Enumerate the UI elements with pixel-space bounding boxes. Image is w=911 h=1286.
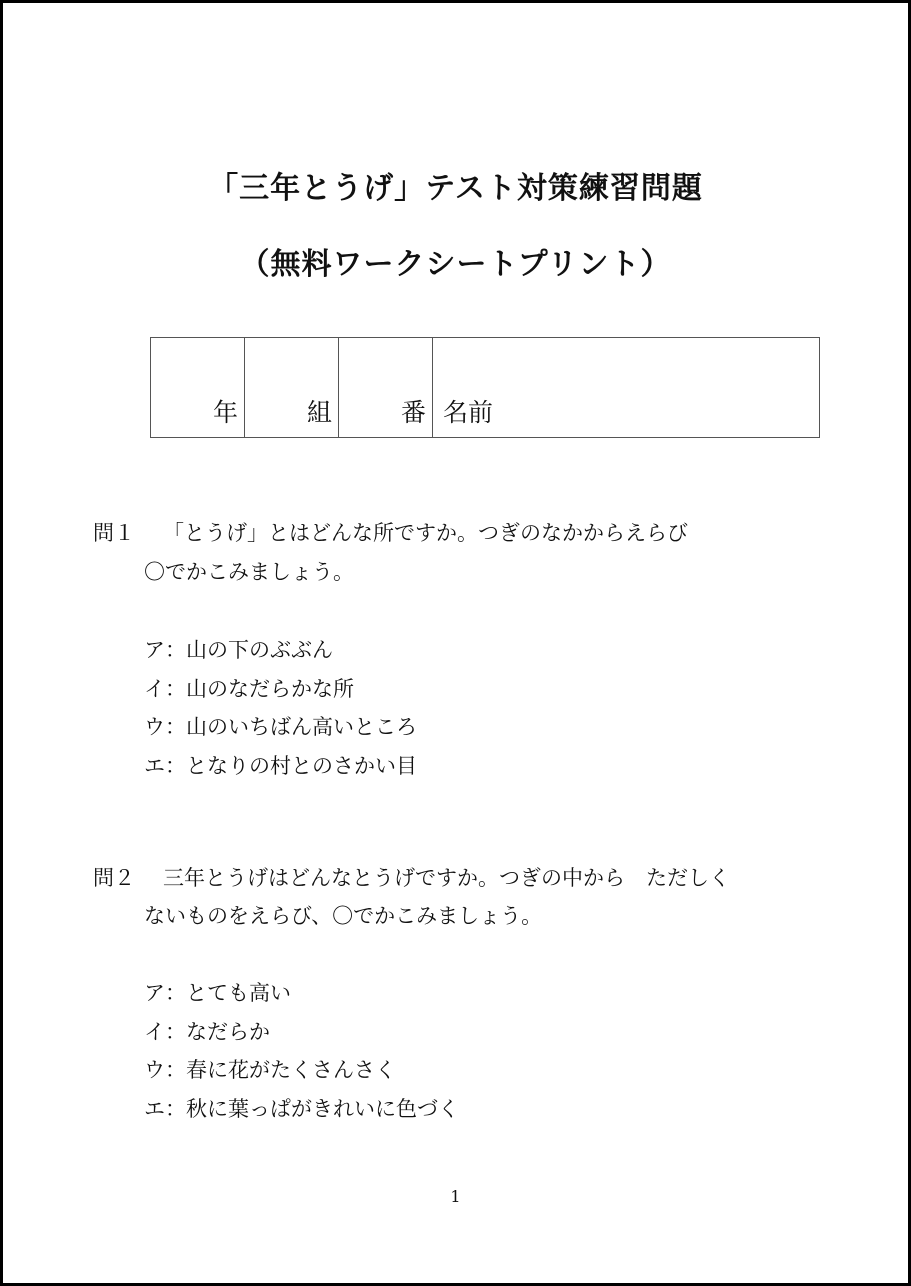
question-2-choice-i[interactable]: イ：なだらか: [144, 1019, 270, 1044]
question-2-choice-a[interactable]: ア：とても高い: [144, 981, 291, 1005]
question-1-text: 「とうげ」とはどんな所ですか。つぎのなかからえらび: [163, 521, 688, 545]
name-label: 名前: [443, 398, 494, 427]
question-2-line-2: ないものをえらび、〇でかこみましょう。: [144, 904, 543, 928]
number-field[interactable]: [339, 338, 433, 438]
question-1-label: 問１: [93, 521, 135, 545]
class-label: 組: [306, 398, 332, 427]
page-number: 1: [450, 1187, 461, 1206]
question-1-line-2: 〇でかこみましょう。: [144, 560, 354, 584]
question-1-choice-e[interactable]: エ：となりの村とのさかい目: [144, 753, 417, 778]
page-title: 「三年とうげ」テスト対策練習問題: [208, 171, 703, 206]
question-1-line-1: [93, 520, 688, 547]
question-2-choice-u[interactable]: ウ：春に花がたくさんさく: [144, 1058, 396, 1082]
year-field[interactable]: [151, 338, 245, 438]
question-2-choice-e[interactable]: エ：秋に葉っぱがきれいに色づく: [144, 1096, 459, 1121]
question-2-text: 三年とうげはどんなとうげですか。つぎの中から ただしく: [163, 866, 730, 890]
name-field[interactable]: [433, 338, 820, 438]
question-2-choices: [144, 974, 459, 1128]
question-1-choice-i[interactable]: イ：山のなだらかな所: [144, 676, 354, 701]
class-field[interactable]: [245, 338, 339, 438]
question-1-choice-u[interactable]: ウ：山のいちばん高いところ: [144, 715, 417, 739]
page-subtitle: （無料ワークシートプリント）: [239, 247, 672, 282]
question-1-choices: [144, 631, 417, 785]
year-label: 年: [212, 398, 238, 427]
student-info-table: [150, 337, 820, 438]
number-label: 番: [400, 398, 426, 427]
question-1-choice-a[interactable]: ア：山の下のぶぶん: [144, 638, 333, 662]
question-2-label: 問２: [93, 866, 135, 890]
question-2-line-1: [93, 865, 730, 892]
